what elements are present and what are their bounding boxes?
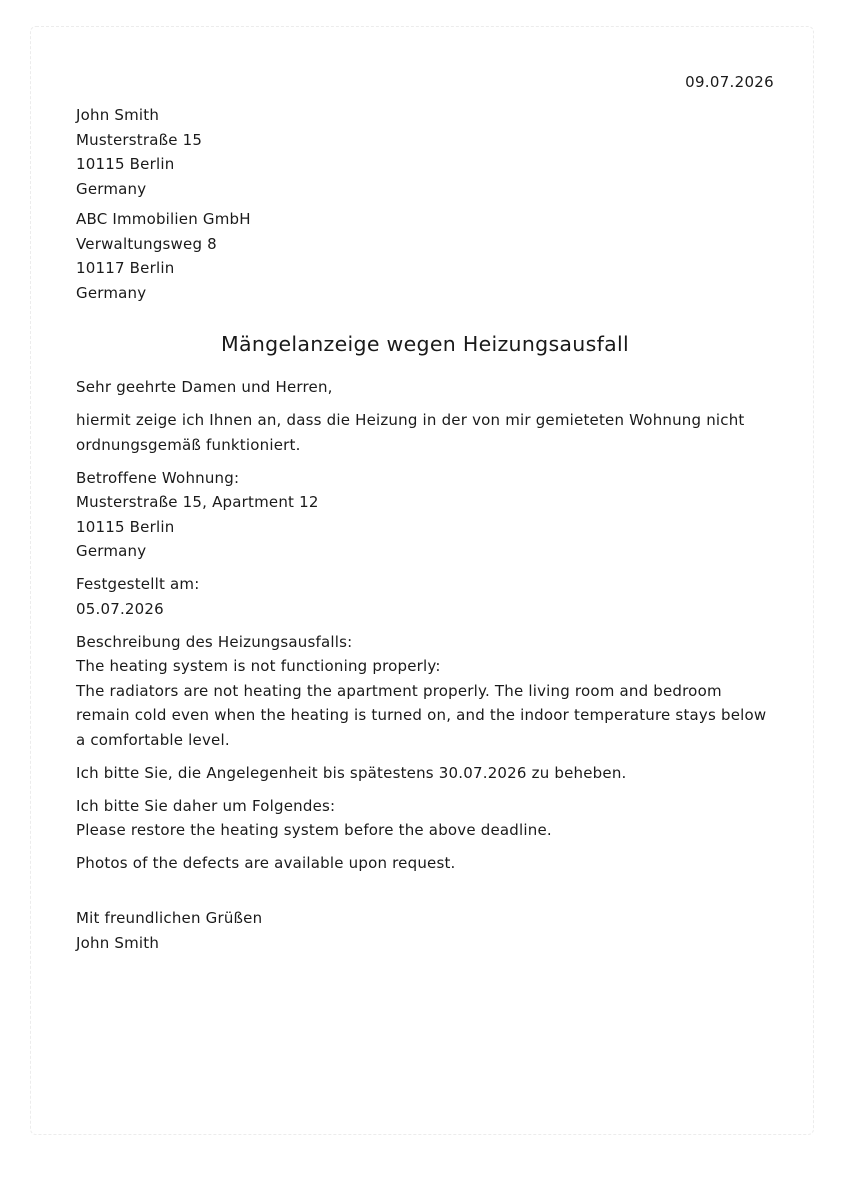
detected-section: [76, 572, 774, 621]
description-section: [76, 630, 774, 753]
sender-country: Germany: [76, 179, 147, 198]
deadline-paragraph: Ich bitte Sie, die Angelegenheit bis spätestens 30.07.2026 zu beheben.: [76, 763, 627, 782]
request-label: Ich bitte Sie daher um Folgendes:: [76, 796, 336, 815]
recipient-street: Verwaltungsweg 8: [76, 234, 217, 253]
description-label: Beschreibung des Heizungsausfalls:: [76, 632, 353, 651]
closing-greeting: Mit freundlichen Grüßen: [76, 909, 263, 927]
letter-body: [76, 375, 774, 884]
detected-label: Festgestellt am:: [76, 575, 200, 593]
sender-name: John Smith: [76, 106, 160, 124]
apartment-section: [76, 466, 774, 564]
letter-page: [30, 26, 814, 1135]
sender-address: [76, 103, 202, 201]
salutation: Sehr geehrte Damen und Herren,: [76, 378, 333, 396]
apartment-label: Betroffene Wohnung:: [76, 468, 240, 487]
recipient-city: 10117 Berlin: [76, 259, 175, 277]
letter-closing: [76, 906, 262, 955]
request-section: [76, 794, 774, 843]
description-details: The radiators are not heating the apartment properly. The living room and bedroom remain cold even when the heating is turned on, and the indoor temperature stays below a comfortable level.: [76, 681, 767, 749]
apartment-country: Germany: [76, 542, 147, 560]
sender-city: 10115 Berlin: [76, 155, 175, 173]
recipient-name: ABC Immobilien GmbH: [76, 210, 251, 228]
detected-date: 05.07.2026: [76, 599, 164, 618]
recipient-address: [76, 207, 251, 305]
apartment-city: 10115 Berlin: [76, 517, 175, 536]
apartment-street: Musterstraße 15, Apartment 12: [76, 493, 319, 511]
photos-paragraph: Photos of the defects are available upon request.: [76, 854, 456, 872]
closing-name: John Smith: [76, 933, 160, 952]
letter-subject: Mängelanzeige wegen Heizungsausfall: [221, 332, 629, 356]
recipient-country: Germany: [76, 283, 147, 302]
description-summary: The heating system is not functioning properly:: [76, 657, 441, 675]
sender-street: Musterstraße 15: [76, 130, 203, 149]
request-text: Please restore the heating system before the above deadline.: [76, 821, 552, 839]
letter-date: 09.07.2026: [685, 73, 774, 91]
intro-paragraph: hiermit zeige ich Ihnen an, dass die Heizung in der von mir gemieteten Wohnung nicht ordnungsgemäß funktioniert.: [76, 411, 745, 454]
